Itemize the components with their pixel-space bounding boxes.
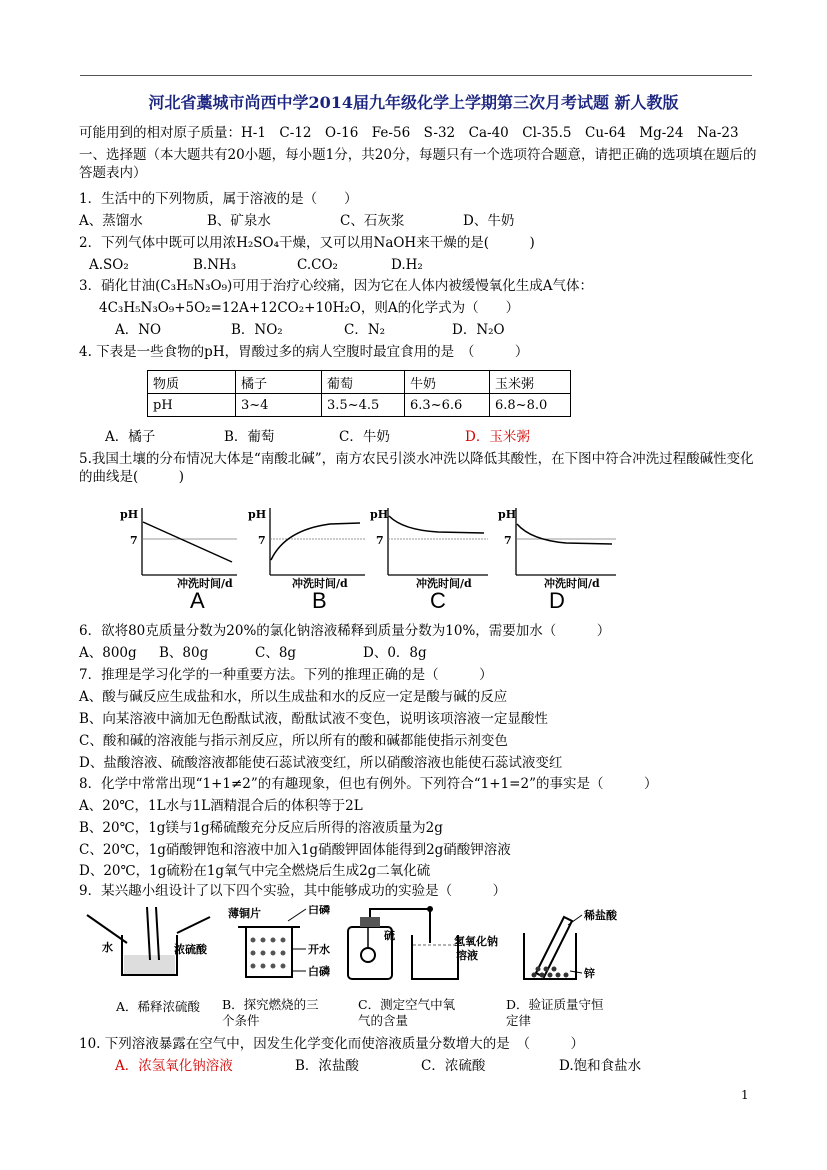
experiment-d-drawing — [520, 905, 640, 985]
graph-x-label: 冲洗时间/d — [416, 577, 472, 590]
page-title: 河北省藁城市尚西中学2014届九年级化学上学期第三次月考试题 新人教版 — [148, 93, 679, 112]
table-cell: pH — [148, 394, 236, 417]
caption-d-line1: D．验证质量守恒 — [506, 997, 604, 1012]
table-cell: 3~4 — [236, 394, 322, 417]
q3-option-b: B．NO₂ — [231, 322, 283, 338]
caption-c-line2: 气的含量 — [358, 1013, 409, 1028]
table-cell: 玉米粥 — [490, 371, 571, 394]
caption-b-line1: B．探究燃烧的三 — [222, 997, 319, 1012]
caption-d-line2: 定律 — [506, 1013, 532, 1028]
graph-x-label: 冲洗时间/d — [544, 577, 600, 590]
question-9: 9．某兴趣小组设计了以下四个实验，其中能够成功的实验是（ ） — [79, 883, 507, 899]
question-7: 7．推理是学习化学的一种重要方法。下列的推理正确的是（ ） — [79, 667, 493, 683]
q4-option-b: B．葡萄 — [224, 429, 275, 445]
label-white-p1: 白磷 — [308, 905, 330, 916]
graph-c-label: C — [430, 588, 446, 613]
q6-option-b: B、80g — [159, 645, 209, 661]
caption-d — [506, 997, 604, 1029]
graph-seven-label: 7 — [258, 534, 266, 547]
q2-option-b: B.NH₃ — [193, 257, 237, 273]
question-3-equation: 4C₃H₅N₃O₉+5O₂=12A+12CO₂+10H₂O，则A的化学式为（ ） — [99, 300, 520, 316]
graph-b — [240, 500, 370, 613]
question-2: 2．下列气体中既可以用浓H₂SO₄干燥，又可以用NaOH来干燥的是( ) — [79, 235, 535, 251]
q7-option-b: B、向某溶液中滴加无色酚酞试液，酚酞试液不变色，说明该项溶液一定显酸性 — [79, 711, 548, 727]
q8-option-c: C、20℃，1g硝酸钾饱和溶液中加入1g硝酸钾固体能得到2g硝酸钾溶液 — [79, 842, 511, 858]
q1-option-b: B、矿泉水 — [207, 213, 271, 229]
q8-option-a: A、20℃，1L水与1L酒精混合后的体积等于2L — [79, 798, 363, 814]
q2-option-a: A.SO₂ — [89, 257, 129, 273]
table-cell: 物质 — [148, 371, 236, 394]
graph-d-plot — [496, 500, 626, 590]
graph-seven-label: 7 — [130, 534, 138, 547]
q4-option-a: A．橘子 — [105, 429, 156, 445]
q6-option-d: D、0．8g — [363, 645, 427, 661]
q10-option-c: C．浓硫酸 — [421, 1058, 486, 1074]
question-4: 4. 下表是一些食物的pH，胃酸过多的病人空腹时最宜食用的是 （ ） — [79, 344, 529, 360]
q3-option-d: D．N₂O — [452, 322, 505, 338]
graph-x-label: 冲洗时间/d — [177, 577, 233, 590]
graph-seven-label: 7 — [376, 534, 384, 547]
q4-option-c: C．牛奶 — [339, 429, 390, 445]
experiment-c — [340, 905, 510, 989]
graph-a-plot — [112, 500, 242, 590]
question-8: 8．化学中常常出现“1+1≠2”的有趣现象，但也有例外。下列符合“1+1=2”的事实是（ ） — [79, 776, 658, 792]
q7-option-c: C、酸和碱的溶液能与指示剂反应，所以所有的酸和碱都能使指示剂变色 — [79, 733, 508, 749]
q8-option-d: D、20℃，1g硫粉在1g氧气中完全燃烧后生成2g二氧化硫 — [79, 863, 431, 879]
graph-seven-label: 7 — [504, 534, 512, 547]
label-copper-sheet: 薄铜片 — [228, 907, 261, 920]
q7-option-a: A、酸与碱反应生成盐和水，所以生成盐和水的反应一定是酸与碱的反应 — [79, 689, 508, 705]
q10-option-d: D.饱和食盐水 — [559, 1058, 642, 1074]
label-hot-water: 开水 — [308, 943, 330, 956]
graph-c-plot — [368, 500, 498, 590]
q10-option-a — [115, 1057, 233, 1075]
q1-option-a: A、蒸馏水 — [79, 213, 143, 229]
question-5: 5.我国土壤的分布情况大体是“南酸北碱”，南方农民引淡水冲洗以降低其酸性，在下图中符合冲洗过程酸碱性变化的曲线是( ) — [79, 451, 754, 485]
label-zinc: 锌 — [584, 967, 595, 980]
graph-a — [112, 500, 242, 613]
table-row — [148, 394, 571, 417]
question-3: 3．硝化甘油(C₃H₅N₃O₉)可用于治疗心绞痛，因为它在人体内被缓慢氧化生成A气体： — [79, 278, 594, 294]
q2-option-d: D.H₂ — [391, 257, 423, 273]
q3-option-a: A．NO — [115, 322, 162, 338]
table-cell: 6.8~8.0 — [490, 394, 571, 417]
experiment-a — [82, 905, 217, 989]
experiment-b — [228, 905, 338, 989]
caption-b-line2: 个条件 — [222, 1013, 260, 1028]
label-solution: 溶液 — [456, 949, 478, 962]
atomic-mass-line: 可能用到的相对原子质量：H-1 C-12 O-16 Fe-56 S-32 Ca-40 Cl-35.5 Cu-64 Mg-24 Na-23 — [79, 125, 739, 141]
label-water: 水 — [102, 941, 113, 954]
q8-option-b: B、20℃，1g镁与1g稀硫酸充分反应后所得的溶液质量为2g — [79, 820, 443, 836]
q6-option-a: A、800g — [79, 645, 137, 661]
label-white-p2: 白磷 — [308, 965, 330, 978]
graph-y-label: pH — [120, 508, 139, 521]
graph-d-label: D — [549, 588, 565, 613]
experiment-c-drawing — [340, 905, 510, 985]
label-sulfur: 硫 — [384, 929, 395, 942]
label-naoh: 氢氧化钠 — [454, 935, 498, 948]
caption-c — [358, 997, 455, 1029]
q10-option-a-text: A．浓氢氧化钠溶液 — [115, 1058, 233, 1074]
experiment-b-drawing — [228, 905, 338, 985]
graph-b-label: B — [312, 588, 327, 613]
ph-table — [147, 370, 571, 417]
page-number: 1 — [741, 1088, 749, 1102]
q2-option-c: C.CO₂ — [297, 257, 338, 273]
label-hcl: 稀盐酸 — [584, 909, 617, 922]
table-cell: 橘子 — [236, 371, 322, 394]
label-h2so4: 浓硫酸 — [174, 943, 207, 956]
q6-option-c: C、8g — [255, 645, 297, 661]
q3-option-c: C．N₂ — [344, 322, 386, 338]
graph-y-label: pH — [248, 508, 267, 521]
experiment-a-drawing — [82, 905, 217, 985]
table-cell: 3.5~4.5 — [322, 394, 405, 417]
experiment-d — [520, 905, 640, 989]
question-6: 6．欲将80克质量分数为20%的氯化钠溶液稀释到质量分数为10%，需要加水（ ） — [79, 623, 611, 639]
caption-a — [116, 999, 200, 1015]
table-cell: 6.3~6.6 — [405, 394, 490, 417]
q4-option-d: D．玉米粥 — [465, 429, 530, 445]
question-1: 1．生活中的下列物质，属于溶液的是（ ） — [79, 191, 358, 207]
q7-option-d: D、盐酸溶液、硫酸溶液都能使石蕊试液变红，所以硝酸溶液也能使石蕊试液变红 — [79, 755, 563, 771]
table-cell: 牛奶 — [405, 371, 490, 394]
section-heading: 一、选择题（本大题共有20小题，每小题1分，共20分，每题只有一个选项符合题意，请把正确的选项填在题后的答题表内） — [79, 147, 757, 181]
graph-d — [496, 500, 626, 613]
table-row — [148, 371, 571, 394]
caption-a-line1: A．稀释浓硫酸 — [116, 999, 201, 1014]
graph-y-label: pH — [498, 508, 517, 521]
table-cell: 葡萄 — [322, 371, 405, 394]
q1-option-d: D、牛奶 — [463, 213, 515, 229]
graph-c — [368, 500, 498, 613]
question-10: 10. 下列溶液暴露在空气中，因发生化学变化而使溶液质量分数增大的是 （ ） — [79, 1036, 585, 1052]
caption-b — [222, 997, 319, 1029]
q10-option-b: B．浓盐酸 — [295, 1058, 359, 1074]
graph-x-label: 冲洗时间/d — [292, 577, 348, 590]
top-rule — [80, 75, 752, 76]
graph-y-label: pH — [370, 508, 389, 521]
graph-b-plot — [240, 500, 370, 590]
q1-option-c: C、石灰浆 — [340, 213, 405, 229]
caption-c-line1: C．测定空气中氧 — [358, 997, 456, 1012]
graph-a-label: A — [190, 588, 205, 613]
